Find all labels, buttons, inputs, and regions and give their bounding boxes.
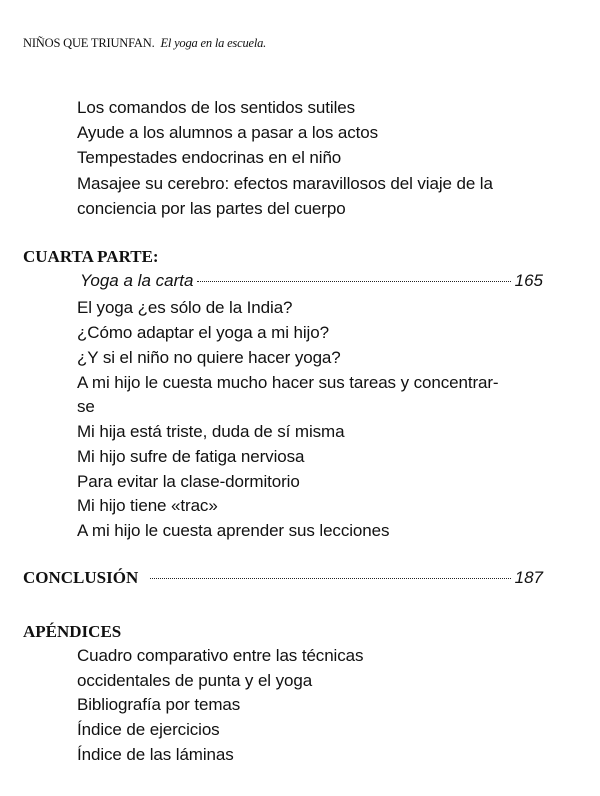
section-heading-cuarta-parte: CUARTA PARTE:: [23, 247, 159, 266]
toc-item: Mi hijo sufre de fatiga nerviosa: [77, 447, 305, 466]
toc-item: ¿Cómo adaptar el yoga a mi hijo?: [77, 323, 329, 342]
toc-item: ¿Y si el niño no quiere hacer yoga?: [77, 348, 341, 367]
toc-item: Índice de ejercicios: [77, 720, 220, 739]
toc-item: Bibliografía por temas: [77, 695, 241, 714]
toc-entry-conclusion: [23, 568, 543, 588]
toc-item: Ayude a los alumnos a pasar a los actos: [77, 123, 379, 142]
toc-item: Tempestades endocrinas en el niño: [77, 148, 342, 167]
toc-entry-title: Yoga a la carta: [80, 271, 194, 290]
running-head: [23, 36, 266, 51]
toc-page-number: 165: [514, 271, 543, 290]
toc-entry-yoga-a-la-carta: [80, 271, 543, 291]
toc-item: se: [77, 397, 95, 416]
toc-item: Para evitar la clase-dormitorio: [77, 472, 300, 491]
toc-item: Mi hija está triste, duda de sí misma: [77, 422, 345, 441]
toc-item: Masajee su cerebro: efectos maravillosos del viaje de la: [77, 174, 493, 193]
toc-item: Cuadro comparativo entre las técnicas: [77, 646, 364, 665]
toc-item: A mi hijo le cuesta mucho hacer sus tareas y concentrar-: [77, 373, 499, 392]
toc-item: A mi hijo le cuesta aprender sus lecciones: [77, 521, 390, 540]
section-heading-conclusion: CONCLUSIÓN: [23, 568, 139, 587]
book-title: NIÑOS QUE TRIUNFAN.: [23, 36, 155, 50]
toc-item: occidentales de punta y el yoga: [77, 671, 313, 690]
toc-item: Los comandos de los sentidos sutiles: [77, 98, 356, 117]
book-subtitle: El yoga en la escuela.: [160, 36, 267, 50]
dot-leader: [150, 578, 510, 579]
toc-page-number: 187: [514, 568, 543, 587]
toc-item: El yoga ¿es sólo de la India?: [77, 298, 293, 317]
section-heading-apendices: APÉNDICES: [23, 622, 122, 641]
toc-item: conciencia por las partes del cuerpo: [77, 199, 346, 218]
toc-item: Mi hijo tiene «trac»: [77, 496, 218, 515]
dot-leader: [197, 281, 510, 282]
toc-item: Índice de las láminas: [77, 745, 234, 764]
